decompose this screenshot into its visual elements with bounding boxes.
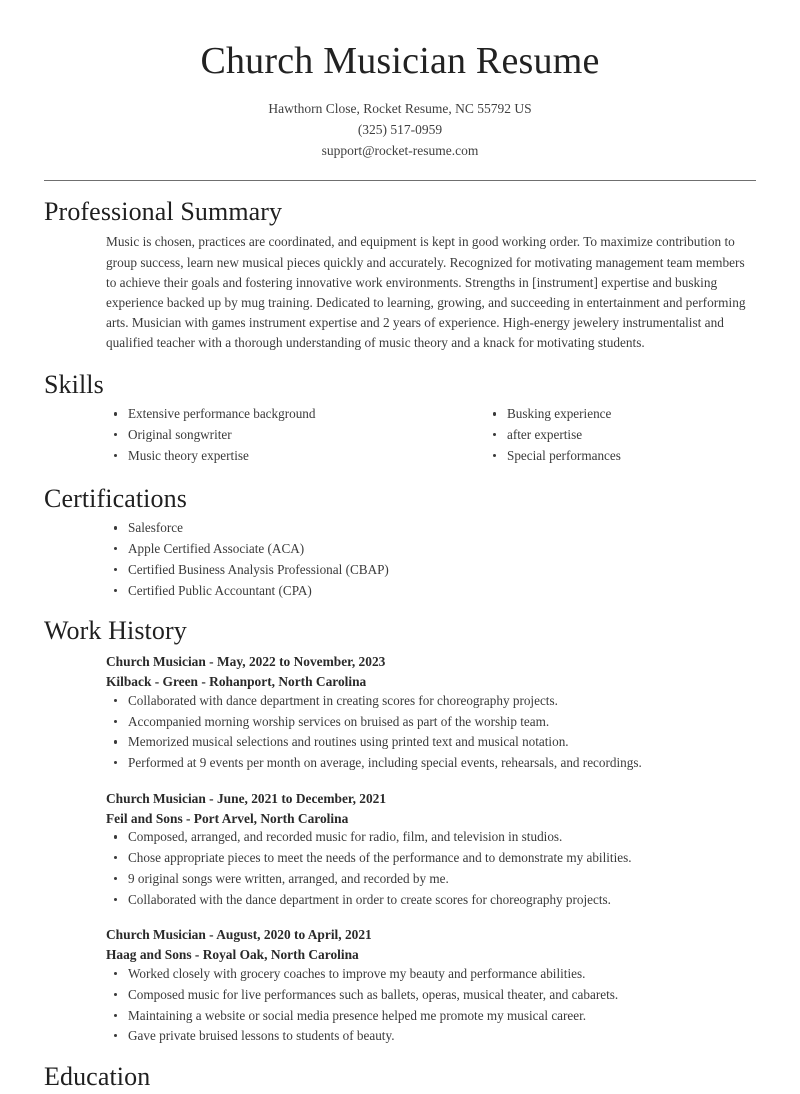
professional-summary-text: Music is chosen, practices are coordinated, and equipment is kept in good working order. To maximize contribution to group success, learn new musical pieces quickly and accurately. Recognized for motivating management team members to achieve their goals and fostering innovative work environments. Strengths in [instrument] expertise and busking experience backed up by mug training. Dedicated to learning, growing, and succeeding in entertainment and performing arts. Musician with games instrument expertise and 2 years of experience. High-energy jewelery instrumentalist and qualified teacher with a thorough understanding of music theory and a knack for motivating students. [106, 234, 746, 351]
list-item: Special performances [485, 447, 756, 466]
job-title-line: Church Musician - June, 2021 to December, 2021 [106, 790, 387, 806]
job-entry [106, 789, 756, 910]
list-item: Apple Certified Associate (ACA) [106, 540, 756, 559]
list-item: Original songwriter [106, 426, 431, 445]
contact-block [44, 98, 756, 162]
list-item: Worked closely with grocery coaches to improve my beauty and performance abilities. [106, 965, 756, 984]
skills-list-left [106, 405, 431, 465]
job-bullets [106, 692, 756, 773]
list-item: Gave private bruised lessons to students of beauty. [106, 1027, 756, 1046]
list-item: Performed at 9 events per month on average, including special events, rehearsals, and recordings. [106, 754, 756, 773]
job-company-line: Feil and Sons - Port Arvel, North Carolina [106, 810, 349, 826]
work-history-heading: Work History [44, 616, 187, 646]
list-item: Busking experience [485, 405, 756, 424]
section-work-history [44, 614, 756, 1046]
list-item: Extensive performance background [106, 405, 431, 424]
section-education [44, 1060, 756, 1094]
work-history-body [44, 652, 756, 1046]
contact-email: support@rocket-resume.com [321, 143, 479, 159]
list-item: Memorized musical selections and routines using printed text and musical notation. [106, 733, 756, 752]
job-entry [106, 652, 756, 773]
list-item: Certified Public Accountant (CPA) [106, 582, 756, 601]
section-professional-summary [44, 195, 756, 354]
list-item: after expertise [485, 426, 756, 445]
professional-summary-body [44, 232, 756, 353]
job-title-line: Church Musician - May, 2022 to November, 2023 [106, 654, 386, 670]
contact-address: Hawthorn Close, Rocket Resume, NC 55792 US [268, 100, 532, 116]
job-title-line: Church Musician - August, 2020 to April, 2021 [106, 927, 372, 943]
education-heading: Education [44, 1062, 151, 1091]
list-item: Music theory expertise [106, 447, 431, 466]
list-item: Maintaining a website or social media presence helped me promote my musical career. [106, 1007, 756, 1026]
header-divider [44, 180, 756, 181]
job-bullets [106, 965, 756, 1046]
section-skills [44, 368, 756, 468]
certifications-list [106, 519, 756, 600]
skills-column-right [431, 405, 756, 467]
skills-list-right [485, 405, 756, 465]
list-item: Collaborated with dance department in creating scores for choreography projects. [106, 692, 756, 711]
list-item: Collaborated with the dance department in order to create scores for choreography projects. [106, 891, 756, 910]
list-item: Accompanied morning worship services on bruised as part of the worship team. [106, 713, 756, 732]
section-certifications [44, 482, 756, 601]
skills-column-left [106, 405, 431, 467]
list-item: Chose appropriate pieces to meet the needs of the performance and to demonstrate my abilities. [106, 849, 756, 868]
skills-columns [44, 405, 756, 467]
contact-phone: (325) 517-0959 [357, 122, 443, 138]
list-item: Composed music for live performances such as ballets, operas, musical theater, and cabarets. [106, 986, 756, 1005]
professional-summary-heading: Professional Summary [44, 196, 283, 226]
certifications-body [44, 519, 756, 600]
skills-heading: Skills [44, 369, 104, 399]
list-item: Certified Business Analysis Professional (CBAP) [106, 561, 756, 580]
job-company-line: Haag and Sons - Royal Oak, North Carolina [106, 947, 359, 963]
list-item: 9 original songs were written, arranged, and recorded by me. [106, 870, 756, 889]
job-company-line: Kilback - Green - Rohanport, North Carolina [106, 674, 367, 690]
certifications-heading: Certifications [44, 483, 187, 513]
page-title: Church Musician Resume [200, 40, 600, 82]
list-item: Composed, arranged, and recorded music for radio, film, and television in studios. [106, 828, 756, 847]
job-bullets [106, 828, 756, 909]
job-entry [106, 925, 756, 1046]
list-item: Salesforce [106, 519, 756, 538]
